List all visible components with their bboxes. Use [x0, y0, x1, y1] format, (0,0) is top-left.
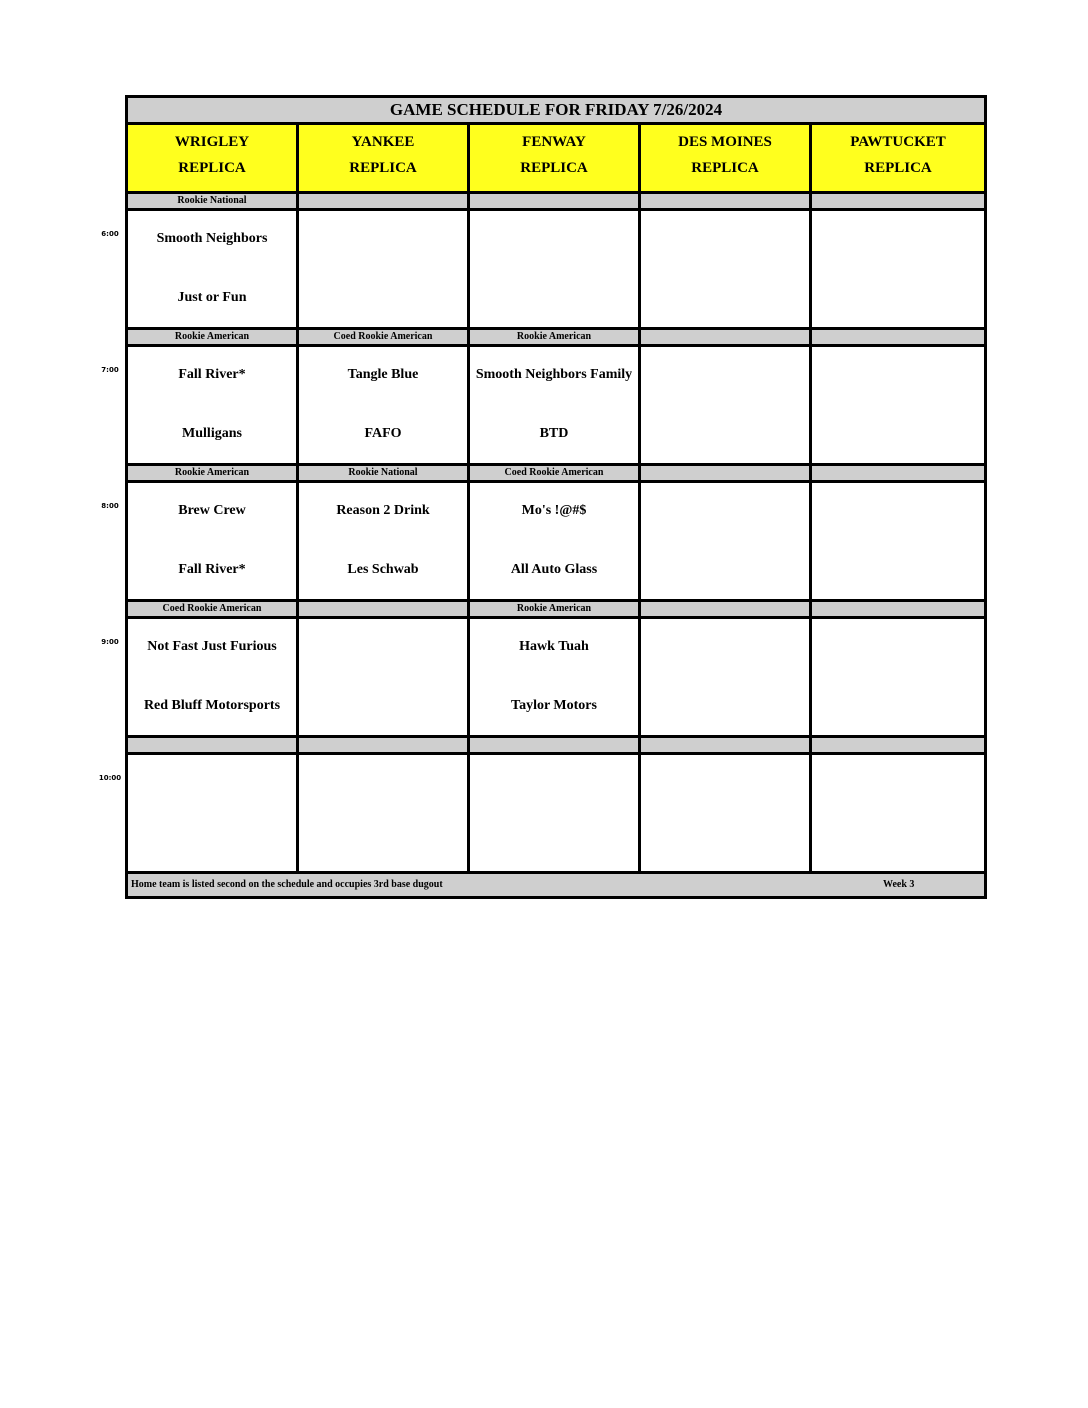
away-team: Smooth Neighbors Family: [475, 367, 633, 382]
home-team: FAFO: [364, 426, 402, 441]
schedule-sheet: [125, 95, 987, 899]
division-label: [299, 194, 470, 208]
division-label: Rookie National: [299, 466, 470, 480]
field-header-wrigley: [128, 125, 299, 191]
field-type: REPLICA: [691, 160, 759, 176]
game-cell: [470, 619, 641, 735]
game-cell: [470, 755, 641, 871]
home-team: Taylor Motors: [511, 698, 597, 713]
division-label: [812, 602, 984, 616]
game-cell: [299, 347, 470, 463]
away-team: Fall River*: [178, 367, 246, 382]
game-cell: [128, 755, 299, 871]
away-team: Mo's !@#$: [521, 503, 587, 518]
game-cell: [128, 211, 299, 327]
division-label: Rookie American: [470, 602, 641, 616]
division-label: Rookie American: [128, 466, 299, 480]
division-label: [128, 738, 299, 752]
division-row: [128, 194, 984, 211]
game-cell: [470, 483, 641, 599]
division-label: Rookie National: [128, 194, 299, 208]
division-label: [641, 602, 812, 616]
field-header-fenway: [470, 125, 641, 191]
time-label: 10:00: [98, 774, 122, 782]
field-type: REPLICA: [178, 160, 246, 176]
division-label: Rookie American: [470, 330, 641, 344]
field-header-yankee: [299, 125, 470, 191]
time-label: 6:00: [101, 230, 119, 238]
home-team: Mulligans: [182, 426, 242, 441]
game-cell: [812, 211, 984, 327]
home-team: BTD: [539, 426, 569, 441]
division-label: Coed Rookie American: [470, 466, 641, 480]
game-cell: [299, 211, 470, 327]
field-header-des-moines: [641, 125, 812, 191]
away-team: Tangle Blue: [347, 367, 419, 382]
game-row: [128, 755, 984, 874]
division-label: [641, 738, 812, 752]
schedule-title: GAME SCHEDULE FOR FRIDAY 7/26/2024: [128, 98, 984, 125]
game-cell: [812, 483, 984, 599]
division-label: [812, 738, 984, 752]
time-label: 9:00: [101, 638, 119, 646]
game-row: [128, 211, 984, 330]
division-label: Rookie American: [128, 330, 299, 344]
away-team: Not Fast Just Furious: [147, 639, 277, 654]
home-team: Just or Fun: [177, 290, 247, 305]
schedule-footer: [128, 874, 984, 896]
home-team-note: Home team is listed second on the schedule and occupies 3rd base dugout: [131, 879, 443, 890]
division-row: [128, 738, 984, 755]
field-type: REPLICA: [520, 160, 588, 176]
game-cell: [812, 619, 984, 735]
division-label: [812, 466, 984, 480]
division-label: [641, 330, 812, 344]
away-team: Smooth Neighbors: [156, 231, 268, 246]
game-cell: [299, 755, 470, 871]
home-team: Fall River*: [178, 562, 246, 577]
division-label: [812, 330, 984, 344]
game-row: [128, 483, 984, 602]
game-cell: [299, 619, 470, 735]
game-row: [128, 347, 984, 466]
game-cell: [470, 211, 641, 327]
division-label: [299, 602, 470, 616]
game-cell: [641, 211, 812, 327]
game-cell: [641, 483, 812, 599]
division-row: [128, 602, 984, 619]
field-name: FENWAY: [522, 134, 586, 150]
game-cell: [812, 347, 984, 463]
field-header-row: [128, 125, 984, 194]
field-name: PAWTUCKET: [850, 134, 946, 150]
division-row: [128, 466, 984, 483]
game-cell: [470, 347, 641, 463]
game-cell: [128, 619, 299, 735]
week-label: Week 3: [883, 879, 915, 890]
game-cell: [641, 755, 812, 871]
time-label: 7:00: [101, 366, 119, 374]
division-label: [470, 194, 641, 208]
division-label: [641, 194, 812, 208]
time-slots: [128, 194, 984, 874]
division-row: [128, 330, 984, 347]
division-label: [470, 738, 641, 752]
game-cell: [299, 483, 470, 599]
division-label: [641, 466, 812, 480]
field-name: YANKEE: [351, 134, 415, 150]
division-label: [299, 738, 470, 752]
field-type: REPLICA: [349, 160, 417, 176]
game-cell: [128, 483, 299, 599]
field-header-pawtucket: [812, 125, 984, 191]
home-team: Les Schwab: [347, 562, 419, 577]
game-cell: [641, 347, 812, 463]
field-type: REPLICA: [864, 160, 932, 176]
away-team: Brew Crew: [178, 503, 246, 518]
division-label: Coed Rookie American: [299, 330, 470, 344]
away-team: Hawk Tuah: [519, 639, 589, 654]
field-name: DES MOINES: [678, 134, 772, 150]
field-name: WRIGLEY: [174, 134, 250, 150]
game-cell: [812, 755, 984, 871]
game-row: [128, 619, 984, 738]
game-cell: [128, 347, 299, 463]
game-cell: [641, 619, 812, 735]
home-team: Red Bluff Motorsports: [143, 698, 281, 713]
division-label: Coed Rookie American: [128, 602, 299, 616]
home-team: All Auto Glass: [510, 562, 598, 577]
division-label: [812, 194, 984, 208]
away-team: Reason 2 Drink: [336, 503, 430, 518]
time-label: 8:00: [101, 502, 119, 510]
